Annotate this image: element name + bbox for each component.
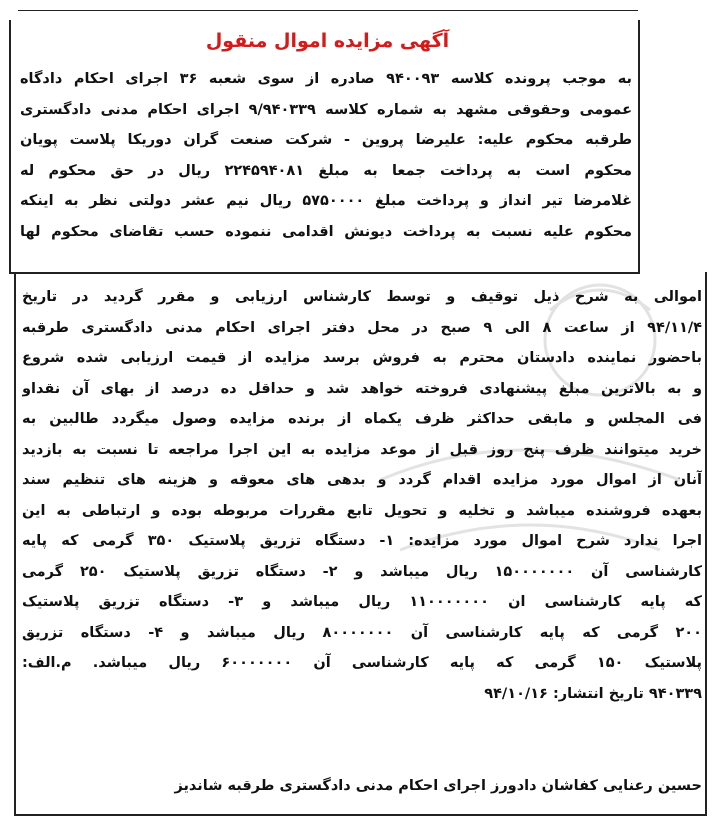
notice-title: آگهی مزایده اموال منقول [205, 30, 450, 52]
text-line: پلاستیک ۱۵۰ گرمی که پایه کارشناسی آن ۶۰۰۰۰۰۰۰ ریال میباشد. م.الف: [22, 655, 702, 671]
text-line: ۹۴/۱۱/۴ از ساعت ۸ الی ۹ صبح در محل دفتر اجرای احکام مدنی دادگستری طرقبه [22, 319, 702, 336]
signature-line: حسین رعنایی کفاشان دادورز اجرای احکام مدنی دادگستری طرقبه شاندیز [174, 778, 702, 794]
text-line: اجرا ندارد شرح اموال مورد مزایده: ۱- دستگاه تزریق پلاستیک ۳۵۰ گرمی که پایه [22, 533, 702, 549]
publication-date-line: ۹۴۰۳۳۹ تاریخ انتشار: ۹۴/۱۰/۱۶ [484, 685, 702, 702]
text-line: فی المجلس و مابقی حداکثر ظرف یکماه از برنده مزایده وصول میگردد طالبین به [22, 411, 702, 427]
text-line: طرقبه محکوم علیه: علیرضا پروین - شرکت صنعت گران دوریکا پلاست پویان [20, 132, 632, 148]
top-divider [18, 10, 638, 11]
notice-paragraph-bottom [22, 282, 702, 709]
text-line: عمومی وحقوقی مشهد به شماره کلاسه ۹/۹۴۰۳۳۹ اجرای احکام مدنی دادگستری [20, 101, 632, 118]
notice-paragraph-top [20, 64, 632, 247]
text-line: کارشناسی آن ۱۵۰۰۰۰۰۰۰ ریال میباشد و ۲- دستگاه تزریق پلاستیک ۲۵۰ گرمی [22, 563, 702, 580]
text-line: و به بالاترین مبلغ پیشنهادی فروخته خواهد شد و حداقل ده درصد از بهای آن نقداو [22, 380, 702, 397]
text-line: خرید میتوانند ظرف پنج روز قبل از موعد مزایده به این اجرا مراجعه تا نسبت به بازدید [22, 441, 702, 458]
text-line: باحضور نماینده دادستان محترم به فروش برسد مزایده از قیمت ارزیابی شده شروع [22, 350, 702, 366]
text-line: که پایه کارشناسی ان ۱۱۰۰۰۰۰۰۰ ریال میباشد و ۳- دستگاه تزریق پلاستیک [22, 594, 702, 610]
text-line: آنان از اموال مورد مزایده اقدام گردد و بدهی های معوقه و هزینه های تنظیم سند [22, 472, 702, 488]
text-line: غلامرضا تیر انداز و پرداخت مبلغ ۵۷۵۰۰۰۰ ریال نیم عشر دولتی نظر به اینکه [20, 193, 632, 209]
text-line: محکوم است به پرداخت جمعا به مبلغ ۲۲۴۵۹۴۰۸۱ ریال در حق محکوم له [20, 162, 632, 179]
text-line: ۲۰۰ گرمی که پایه کارشناسی آن ۸۰۰۰۰۰۰۰ ریال میباشد و ۴- دستگاه تزریق [22, 624, 702, 641]
text-line: بعهده فروشنده میباشد و تخلیه و تحویل تابع مقررات مربوطه بوده و ارتباطی به این [22, 502, 702, 519]
text-line: محکوم علیه نسبت به پرداخت دیونش اقدامی ننموده حسب تقاضای محکوم لها [20, 223, 632, 240]
text-line: به موجب پرونده کلاسه ۹۴۰۰۹۳ صادره از سوی شعبه ۳۶ اجرای احکام دادگاه [20, 71, 632, 87]
text-line: اموالی به شرح ذیل توقیف و توسط کارشناس ارزیابی و مقرر گردید در تاریخ [22, 289, 702, 305]
